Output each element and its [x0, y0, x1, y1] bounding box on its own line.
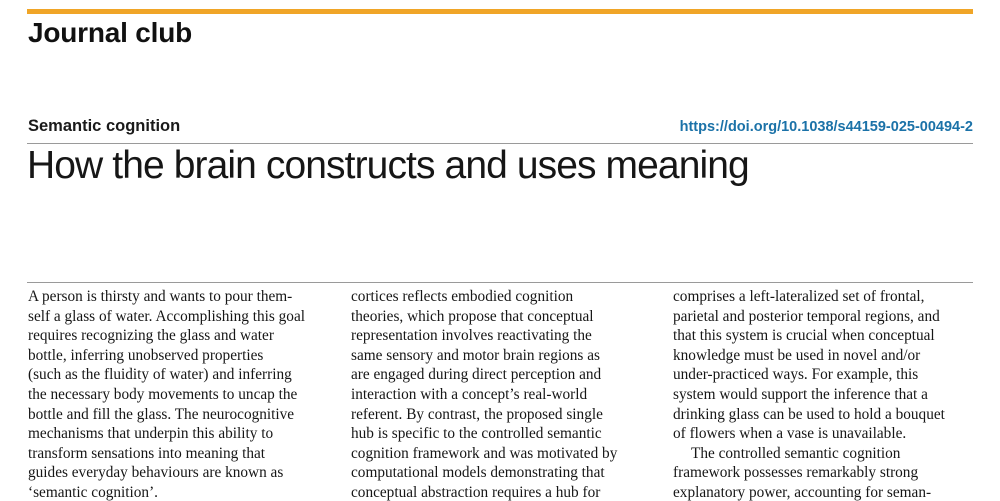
body-line: bottle, inferring unobserved properties — [28, 346, 264, 364]
doi-link[interactable]: https://doi.org/10.1038/s44159-025-00494-2 — [679, 119, 973, 135]
body-line: bottle and fill the glass. The neurocognitive — [28, 405, 295, 423]
body-line: guides everyday behaviours are known as — [28, 464, 284, 482]
body-line: cognition framework and was motivated by — [351, 444, 618, 462]
body-line: drinking glass can be used to hold a bouquet — [673, 405, 945, 423]
body-line: comprises a left-lateralized set of frontal, — [673, 288, 925, 305]
body-line: system would support the inference that a — [673, 385, 928, 403]
body-line: theories, which propose that conceptual — [351, 307, 594, 325]
body-line: explanatory power, accounting for seman- — [673, 483, 932, 501]
article-topic: Semantic cognition — [28, 117, 181, 135]
article-title: How the brain constructs and uses meaning — [27, 144, 749, 187]
body-line: (such as the fluidity of water) and inferring — [28, 366, 292, 384]
accent-bar — [27, 9, 973, 14]
body-line: hub is specific to the controlled semantic — [351, 425, 602, 443]
body-line: transform sensations into meaning that — [28, 444, 266, 462]
body-line: mechanisms that underpin this ability to — [28, 425, 274, 443]
body-divider — [27, 282, 973, 283]
body-line: knowledge must be used in novel and/or — [673, 346, 921, 364]
body-line: requires recognizing the glass and water — [28, 327, 274, 345]
body-line: same sensory and motor brain regions as — [351, 346, 600, 364]
body-line: representation involves reactivating the — [351, 327, 592, 345]
body-line: referent. By contrast, the proposed single — [351, 405, 603, 423]
body-line: The controlled semantic cognition — [691, 444, 901, 462]
body-line: computational models demonstrating that — [351, 464, 605, 482]
body-line: parietal and posterior temporal regions, and — [673, 307, 940, 325]
body-line: the necessary body movements to uncap the — [28, 385, 298, 403]
body-line: framework possesses remarkably strong — [673, 464, 919, 482]
body-line: cortices reflects embodied cognition — [351, 288, 574, 305]
body-column-1 — [28, 287, 305, 501]
body-line: under-practiced ways. For example, this — [673, 366, 919, 384]
body-line: interaction with a concept’s real-world — [351, 385, 588, 403]
body-line: ‘semantic cognition’. — [28, 483, 158, 501]
section-heading: Journal club — [28, 17, 193, 48]
body-line: self a glass of water. Accomplishing this goal — [28, 307, 305, 325]
body-line: conceptual abstraction requires a hub for — [351, 483, 601, 501]
body-column-3 — [673, 287, 945, 501]
body-line: that this system is crucial when conceptual — [673, 327, 935, 345]
body-column-2 — [351, 287, 617, 501]
body-line: are engaged during direct perception and — [351, 366, 602, 384]
body-line: of flowers when a vase is unavailable. — [673, 425, 907, 443]
body-line: A person is thirsty and wants to pour them- — [28, 288, 293, 305]
